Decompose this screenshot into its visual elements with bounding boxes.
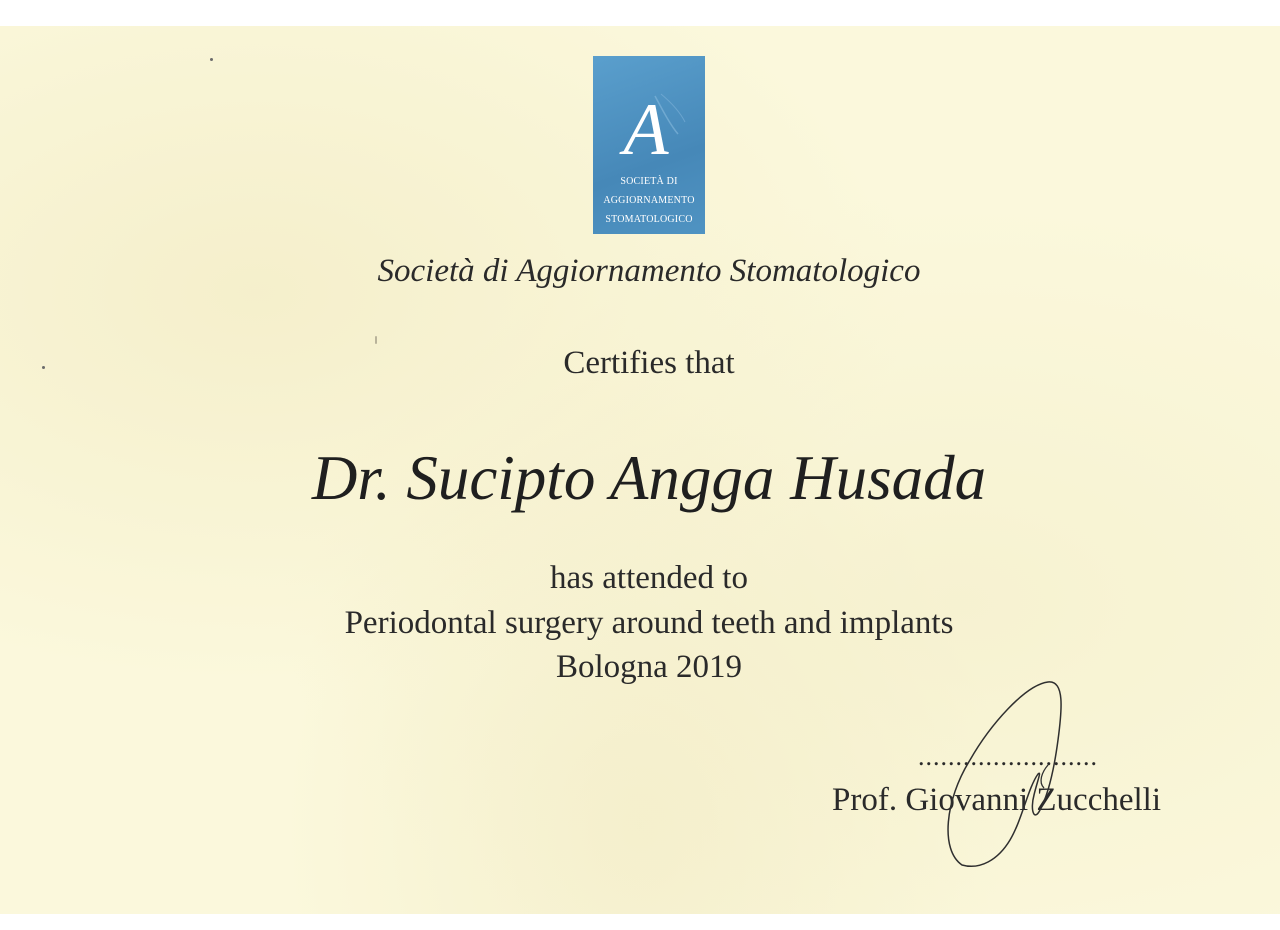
course-title: Periodontal surgery around teeth and implants [344,605,954,641]
svg-text:A: A [623,89,669,171]
organization-name: Società di Aggiornamento Stomatologico [377,253,921,289]
recipient-name: Dr. Sucipto Angga Husada [311,443,987,513]
logo-line-2: AGGIORNAMENTO [603,195,695,206]
logo-letter-a-icon [593,56,705,234]
signature-dotted-line: ........................ [918,742,1098,771]
place-year: Bologna 2019 [555,649,743,685]
attended-text: has attended to [550,560,748,596]
certifies-text: Certifies that [563,345,735,381]
logo-line-1: SOCIETÀ DI [620,176,678,187]
paper-speck [375,336,377,344]
handwritten-signature-icon [930,670,1070,880]
signer-name: Prof. Giovanni Zucchelli [832,782,1162,818]
paper-speck [210,58,213,61]
society-logo [593,56,705,234]
logo-line-3: STOMATOLOGICO [605,214,693,225]
